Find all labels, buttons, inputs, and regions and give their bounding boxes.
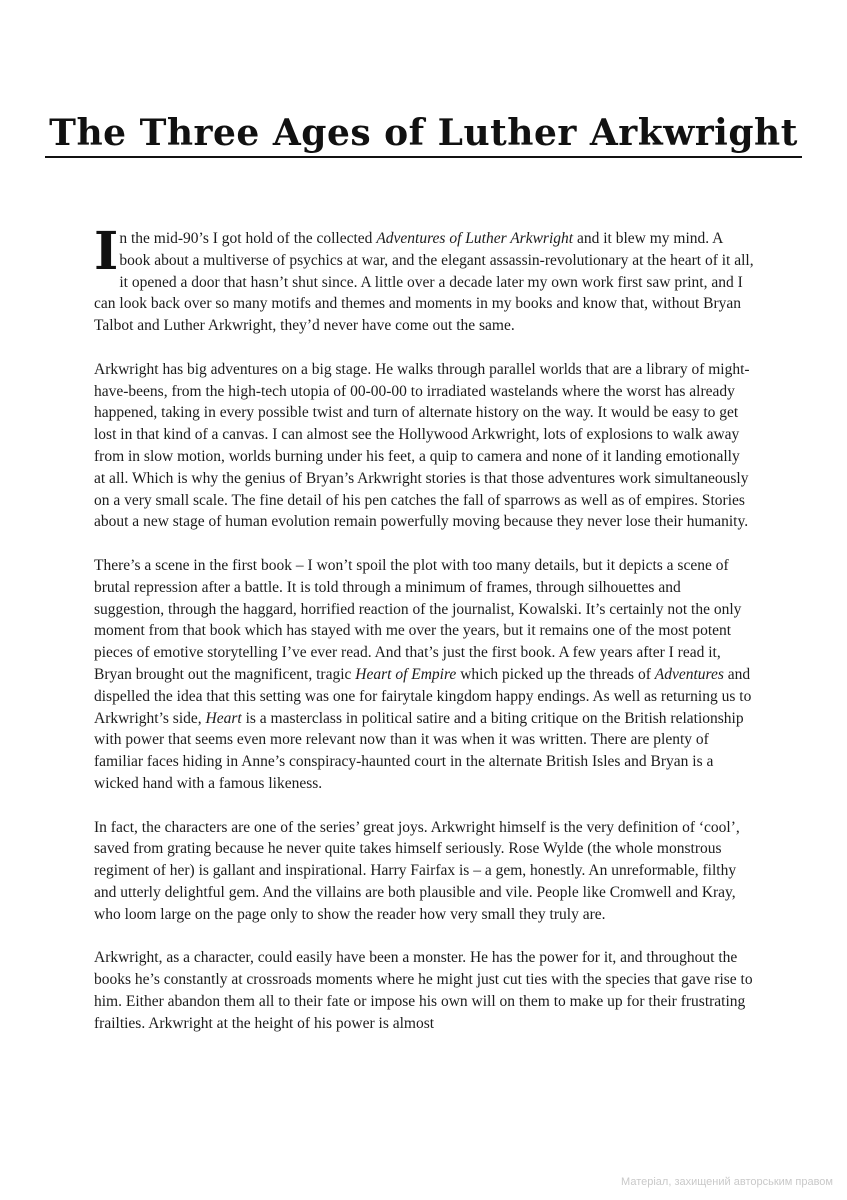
- paragraph: [94, 359, 754, 533]
- paragraph: [94, 555, 754, 795]
- paragraph-text: n the mid-90’s I got hold of the collected: [119, 230, 377, 247]
- page-title: [0, 112, 847, 158]
- title-text: The Three Ages of Luther Arkwright: [45, 112, 802, 158]
- paragraph-text: Arkwright, as a character, could easily have been a monster. He has the power for it, and throughout the books he’s constantly at crossroads moments where he might just cut ties with the species that gave rise to him. Either abandon them all to their fate or impose his own will on them to make up for their frustrating frailties. Arkwright at the height of his power is almost: [94, 949, 753, 1032]
- paragraph-text: and it blew my mind. A book about a multiverse of psychics at war, and the elegant assassin-revolutionary at the heart of it all, it opened a door that hasn’t shut since. A little over a decade later my own work first saw print, and I can look back over so many motifs and themes and moments in my books and know that, without Bryan Talbot and Luther Arkwright, they’d never have come out the same.: [94, 230, 754, 335]
- copyright-watermark: Матеріал, захищений авторським правом: [621, 1176, 833, 1188]
- paragraph: [94, 947, 754, 1034]
- article-body: [94, 221, 754, 1056]
- drop-cap: I: [94, 221, 119, 282]
- paragraph-text: Arkwright has big adventures on a big stage. He walks through parallel worlds that are a library of might-have-beens, from the high-tech utopia of 00-00-00 to irradiated wastelands where the worst has already happened, taking in every possible twist and turn of alternate history on the way. It would be easy to get lost in that kind of a canvas. I can almost see the Hollywood Arkwright, lots of explosions to walk away from in slow motion, worlds burning under his feet, a quip to camera and none of it landing emotionally at all. Which is why the genius of Bryan’s Arkwright stories is that those adventures work simultaneously on a very small scale. The fine detail of his pen catches the fall of sparrows as well as of empires. Stories about a new stage of human evolution remain powerfully moving because they never lose their humanity.: [94, 360, 750, 531]
- italic-title: Adventures of Luther Arkwright: [376, 230, 574, 247]
- paragraph-text: and dispelled the idea that this setting was one for fairytale kingdom happy endings. As well as returning us to Arkwright’s side,: [94, 665, 752, 727]
- italic-title: Adventures: [654, 665, 724, 683]
- paragraph-text: In fact, the characters are one of the series’ great joys. Arkwright himself is the very definition of ‘cool’, saved from grating because he never quite takes himself seriously. Rose Wylde (the whole monstrous regiment of her) is gallant and inspirational. Harry Fairfax is – a gem, honestly. An unreformable, filthy and utterly delightful gem. And the villains are both plausible and vile. People like Cromwell and Kray, who loom large on the page only to show the reader how very small they truly are.: [94, 818, 740, 923]
- paragraph-text: There’s a scene in the first book – I won’t spoil the plot with too many details, but it depicts a scene of brutal repression after a battle. It is told through a minimum of frames, through silhouettes and suggestion, through the haggard, horrified reaction of the journalist, Kowalski. It’s certainly not the only moment from that book which has stayed with me over the years, but it remains one of the most potent pieces of emotive storytelling I’ve ever read. And that’s just the first book. A few years after I read it, Bryan brought out the magnificent, tragic: [94, 556, 742, 683]
- paragraph-text: is a masterclass in political satire and a biting critique on the British relationship with power that seems even more relevant now than it was when it was written. There are plenty of familiar faces hiding in Anne’s conspiracy-haunted court in the alternate British Isles and Bryan is a wicked hand with a famous likeness.: [94, 709, 744, 792]
- italic-title: Heart of Empire: [355, 665, 457, 683]
- paragraph-text: which picked up the threads of: [456, 665, 655, 683]
- italic-title: Heart: [205, 709, 242, 727]
- paragraph: [94, 817, 754, 926]
- paragraph: [94, 221, 754, 337]
